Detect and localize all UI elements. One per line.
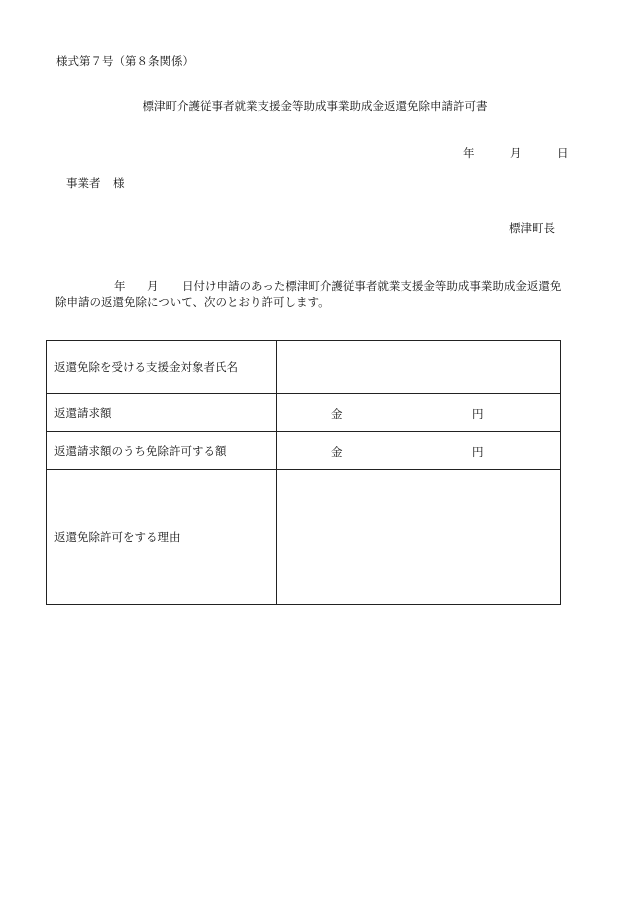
- date-year-label: 年: [463, 146, 475, 160]
- row-value-subject-name: [277, 341, 561, 394]
- body-year-label: 年: [114, 279, 126, 293]
- issuer-name: 標津町長: [509, 221, 555, 235]
- row-label-subject-name: 返還免除を受ける支援金対象者氏名: [47, 341, 277, 394]
- table-row: [47, 394, 561, 432]
- form-number: 様式第７号（第８条関係）: [56, 54, 194, 68]
- permit-details-table: [46, 340, 561, 605]
- amount-suffix: 円: [472, 444, 484, 459]
- date-day-label: 日: [557, 146, 569, 160]
- row-label-claim-amount: 返還請求額: [47, 394, 277, 432]
- table-row: [47, 341, 561, 394]
- body-line2-text: 除申請の返還免除について、次のとおり許可します。: [55, 295, 330, 309]
- row-value-exempt-amount: [277, 432, 561, 470]
- amount-suffix: 円: [472, 406, 484, 421]
- date-month-label: 月: [510, 146, 522, 160]
- recipient-label: 事業者: [66, 176, 101, 190]
- row-value-claim-amount: [277, 394, 561, 432]
- row-value-reason: [277, 470, 561, 605]
- recipient-honorific: 様: [113, 176, 125, 190]
- body-line1-text: 日付け申請のあった標津町介護従事者就業支援金等助成事業助成金返還免: [182, 279, 562, 293]
- amount-prefix: 金: [331, 444, 343, 459]
- table-row: [47, 470, 561, 605]
- body-month-label: 月: [147, 279, 159, 293]
- document-title: 標津町介護従事者就業支援金等助成事業助成金返還免除申請許可書: [142, 99, 488, 113]
- table-row: [47, 432, 561, 470]
- row-label-reason: 返還免除許可をする理由: [47, 470, 277, 605]
- amount-prefix: 金: [331, 406, 343, 421]
- row-label-exempt-amount: 返還請求額のうち免除許可する額: [47, 432, 277, 470]
